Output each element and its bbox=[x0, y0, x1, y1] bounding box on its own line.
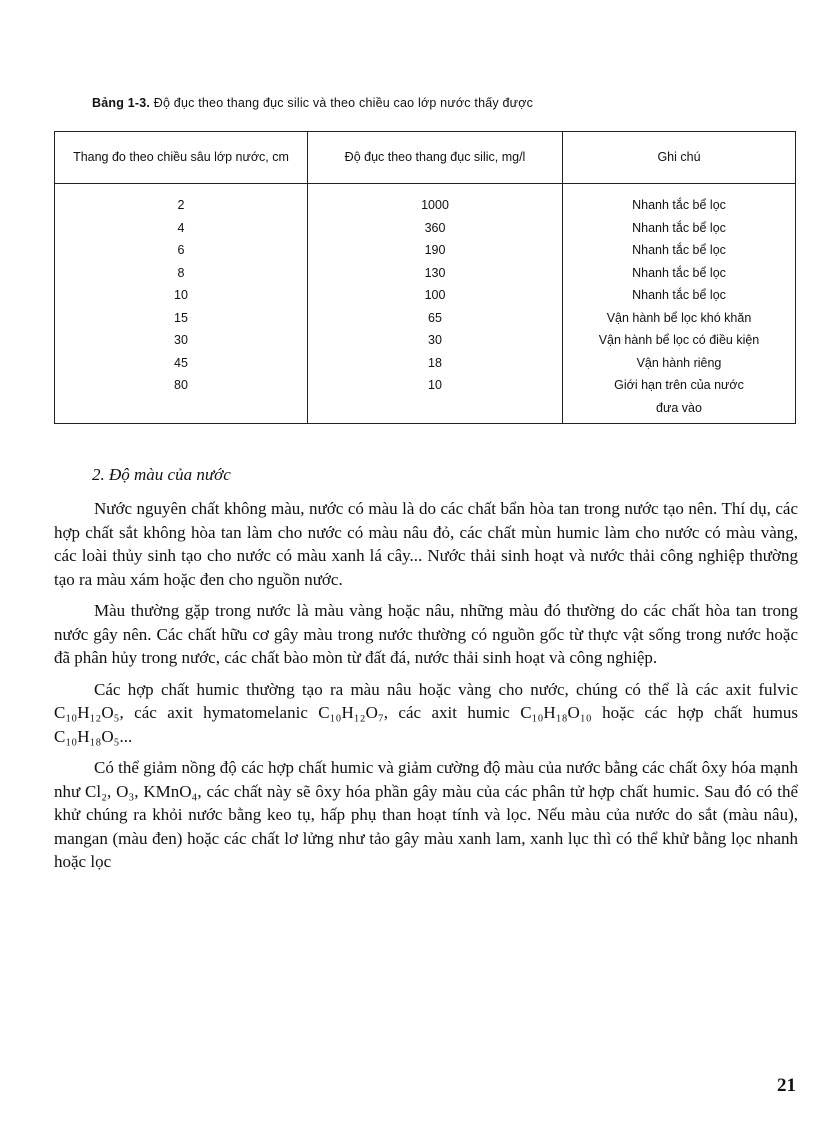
table-row bbox=[55, 352, 796, 375]
table-row bbox=[55, 239, 796, 262]
table-header-row bbox=[55, 132, 796, 184]
cell-turbidity: 130 bbox=[308, 262, 563, 285]
cell-depth: 6 bbox=[55, 239, 308, 262]
table-row bbox=[55, 374, 796, 424]
table-caption-text: Độ đục theo thang đục silic và theo chiều cao lớp nước thấy được bbox=[153, 96, 534, 110]
cell-depth: 10 bbox=[55, 284, 308, 307]
cell-depth: 2 bbox=[55, 184, 308, 217]
table-caption bbox=[92, 96, 772, 110]
cell-turbidity: 360 bbox=[308, 217, 563, 240]
cell-note: Nhanh tắc bể lọc bbox=[563, 239, 796, 262]
header-turbidity: Độ đục theo thang đục silic, mg/l bbox=[308, 132, 563, 184]
header-depth-scale: Thang đo theo chiều sâu lớp nước, cm bbox=[55, 132, 308, 184]
cell-turbidity: 1000 bbox=[308, 184, 563, 217]
table-caption-label: Bảng 1-3. bbox=[92, 96, 151, 110]
body-text bbox=[54, 497, 798, 882]
cell-note: Nhanh tắc bể lọc bbox=[563, 284, 796, 307]
header-notes: Ghi chú bbox=[563, 132, 796, 184]
cell-depth: 80 bbox=[55, 374, 308, 424]
cell-turbidity: 18 bbox=[308, 352, 563, 375]
table-row bbox=[55, 284, 796, 307]
cell-turbidity: 10 bbox=[308, 374, 563, 424]
table-row bbox=[55, 184, 796, 217]
cell-depth: 45 bbox=[55, 352, 308, 375]
paragraph: Các hợp chất humic thường tạo ra màu nâu hoặc vàng cho nước, chúng có thể là các axit fulvic C₁₀H₁₂O₅, các axit hymatomelanic C₁₀H₁₂O₇, các axit humic C₁₀H₁₈O₁₀ hoặc các hợp chất humus C₁₀H₁₈O₅... bbox=[54, 679, 798, 746]
section-title: 2. Độ màu của nước bbox=[92, 465, 231, 484]
cell-turbidity: 190 bbox=[308, 239, 563, 262]
cell-note: Nhanh tắc bể lọc bbox=[563, 262, 796, 285]
page-number: 21 bbox=[777, 1075, 796, 1096]
table-row bbox=[55, 307, 796, 330]
table-row bbox=[55, 329, 796, 352]
cell-turbidity: 30 bbox=[308, 329, 563, 352]
cell-note: Nhanh tắc bể lọc bbox=[563, 184, 796, 217]
cell-note: Nhanh tắc bể lọc bbox=[563, 217, 796, 240]
cell-turbidity: 100 bbox=[308, 284, 563, 307]
cell-depth: 30 bbox=[55, 329, 308, 352]
cell-note: Giới hạn trên của nước đưa vào bbox=[563, 374, 796, 424]
cell-note: Vận hành riêng bbox=[563, 352, 796, 375]
paragraph: Nước nguyên chất không màu, nước có màu là do các chất bẩn hòa tan trong nước tạo nên. Thí dụ, các hợp chất sắt không hòa tan làm cho nước có màu nâu đỏ, các chất mùn humic làm cho nước có màu vàng, các loài thủy sinh tạo cho nước có màu xanh lá cây... Nước thải sinh hoạt và nước thải công nghiệp thường tạo ra màu xám hoặc đen cho nguồn nước. bbox=[54, 499, 798, 589]
cell-turbidity: 65 bbox=[308, 307, 563, 330]
table-row bbox=[55, 262, 796, 285]
turbidity-table bbox=[54, 131, 796, 424]
paragraph: Màu thường gặp trong nước là màu vàng hoặc nâu, những màu đó thường do các chất hòa tan trong nước gây nên. Các chất hữu cơ gây màu trong nước thường có nguồn gốc từ thực vật sống trong nước hoặc đã phân hủy trong nước, các chất bào mòn từ đất đá, nước thải sinh hoạt và công nghiệp. bbox=[54, 601, 798, 667]
cell-depth: 4 bbox=[55, 217, 308, 240]
cell-depth: 8 bbox=[55, 262, 308, 285]
table-row bbox=[55, 217, 796, 240]
paragraph: Có thể giảm nồng độ các hợp chất humic và giảm cường độ màu của nước bằng các chất ôxy hóa mạnh như Cl₂, O₃, KMnO₄, các chất này sẽ ôxy hóa phần gây màu của các phân tử hợp chất humic. Sau đó có thể khử chúng ra khỏi nước bằng keo tụ, hấp phụ than hoạt tính và lọc. Nếu màu của nước do sắt (màu nâu), mangan (màu đen) hoặc các chất lơ lửng như tảo gây màu xanh lam, xanh lục thì có thể khử bằng lọc nhanh hoặc lọc bbox=[54, 758, 798, 871]
cell-note: Vận hành bể lọc khó khăn bbox=[563, 307, 796, 330]
cell-depth: 15 bbox=[55, 307, 308, 330]
cell-note: Vận hành bể lọc có điều kiện bbox=[563, 329, 796, 352]
